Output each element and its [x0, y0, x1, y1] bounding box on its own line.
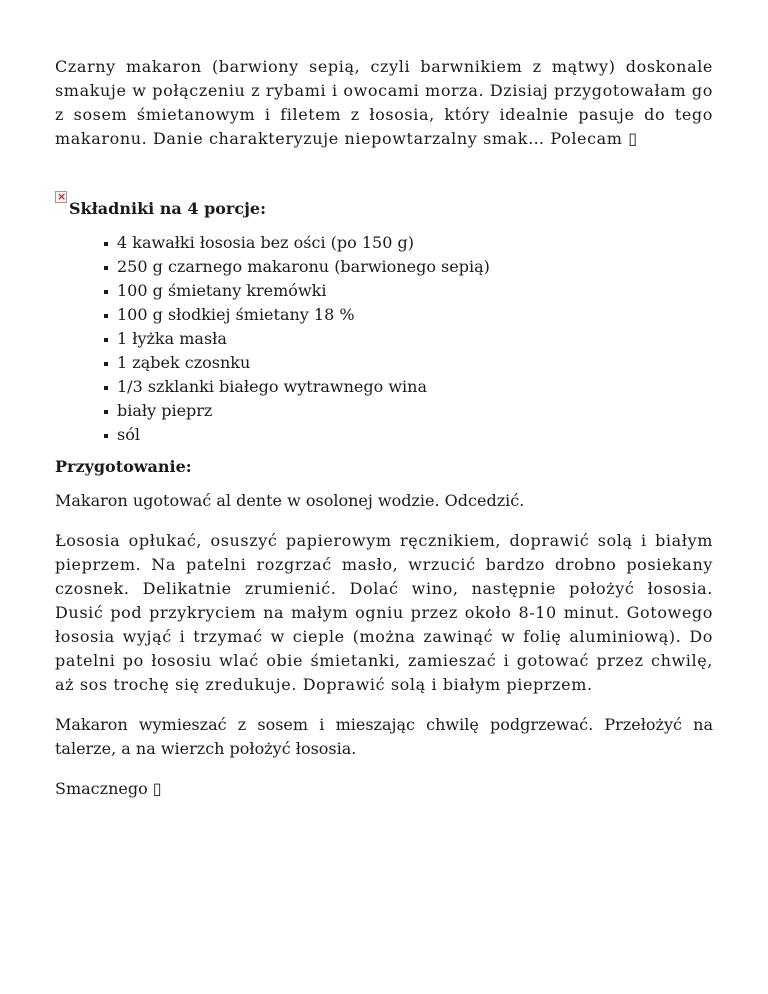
list-item: 1 łyżka masła	[104, 327, 713, 351]
broken-image-icon	[55, 191, 67, 203]
preparation-heading: Przygotowanie:	[55, 457, 192, 476]
list-item: 100 g słodkiej śmietany 18 %	[104, 303, 713, 327]
list-item: 250 g czarnego makaronu (barwionego sepią)	[104, 255, 713, 279]
preparation-step: Makaron ugotować al dente w osolonej wodzie. Odcedzić.	[55, 491, 525, 510]
ingredients-heading	[55, 191, 713, 221]
ingredients-list	[55, 231, 713, 447]
list-item: 1 ząbek czosnku	[104, 351, 713, 375]
intro-paragraph: Czarny makaron (barwiony sepią, czyli barwnikiem z mątwy) doskonale smakuje w połączeniu z rybami i owocami morza. Dzisiaj przygotowałam go z sosem śmietanowym i filetem z łososia, który idealnie pasuje do tego makaronu. Danie charakteryzuje niepowtarzalny smak… Polecam ▯	[55, 57, 713, 148]
list-item: biały pieprz	[104, 399, 713, 423]
list-item: sól	[104, 423, 713, 447]
ingredients-heading-text: Składniki na 4 porcje:	[69, 199, 266, 218]
list-item: 100 g śmietany kremówki	[104, 279, 713, 303]
list-item: 4 kawałki łososia bez ości (po 150 g)	[104, 231, 713, 255]
preparation-step: Łososia opłukać, osuszyć papierowym ręcznikiem, doprawić solą i białym pieprzem. Na patelni rozgrzać masło, wrzucić bardzo drobno posiekany czosnek. Delikatnie zrumienić. Dolać wino, następnie położyć łososia. Dusić pod przykryciem na małym ogniu przez około 8-10 minut. Gotowego łososia wyjąć i trzymać w cieple (można zawinąć w folię aluminiową). Do patelni po łososiu wlać obie śmietanki, zamieszać i gotować przez chwilę, aż sos trochę się zredukuje. Doprawić solą i białym pieprzem.	[55, 531, 713, 694]
closing-line: Smacznego ▯	[55, 779, 162, 798]
list-item: 1/3 szklanki białego wytrawnego wina	[104, 375, 713, 399]
preparation-step: Makaron wymieszać z sosem i mieszając chwilę podgrzewać. Przełożyć na talerze, a na wierzch położyć łososia.	[55, 715, 713, 758]
